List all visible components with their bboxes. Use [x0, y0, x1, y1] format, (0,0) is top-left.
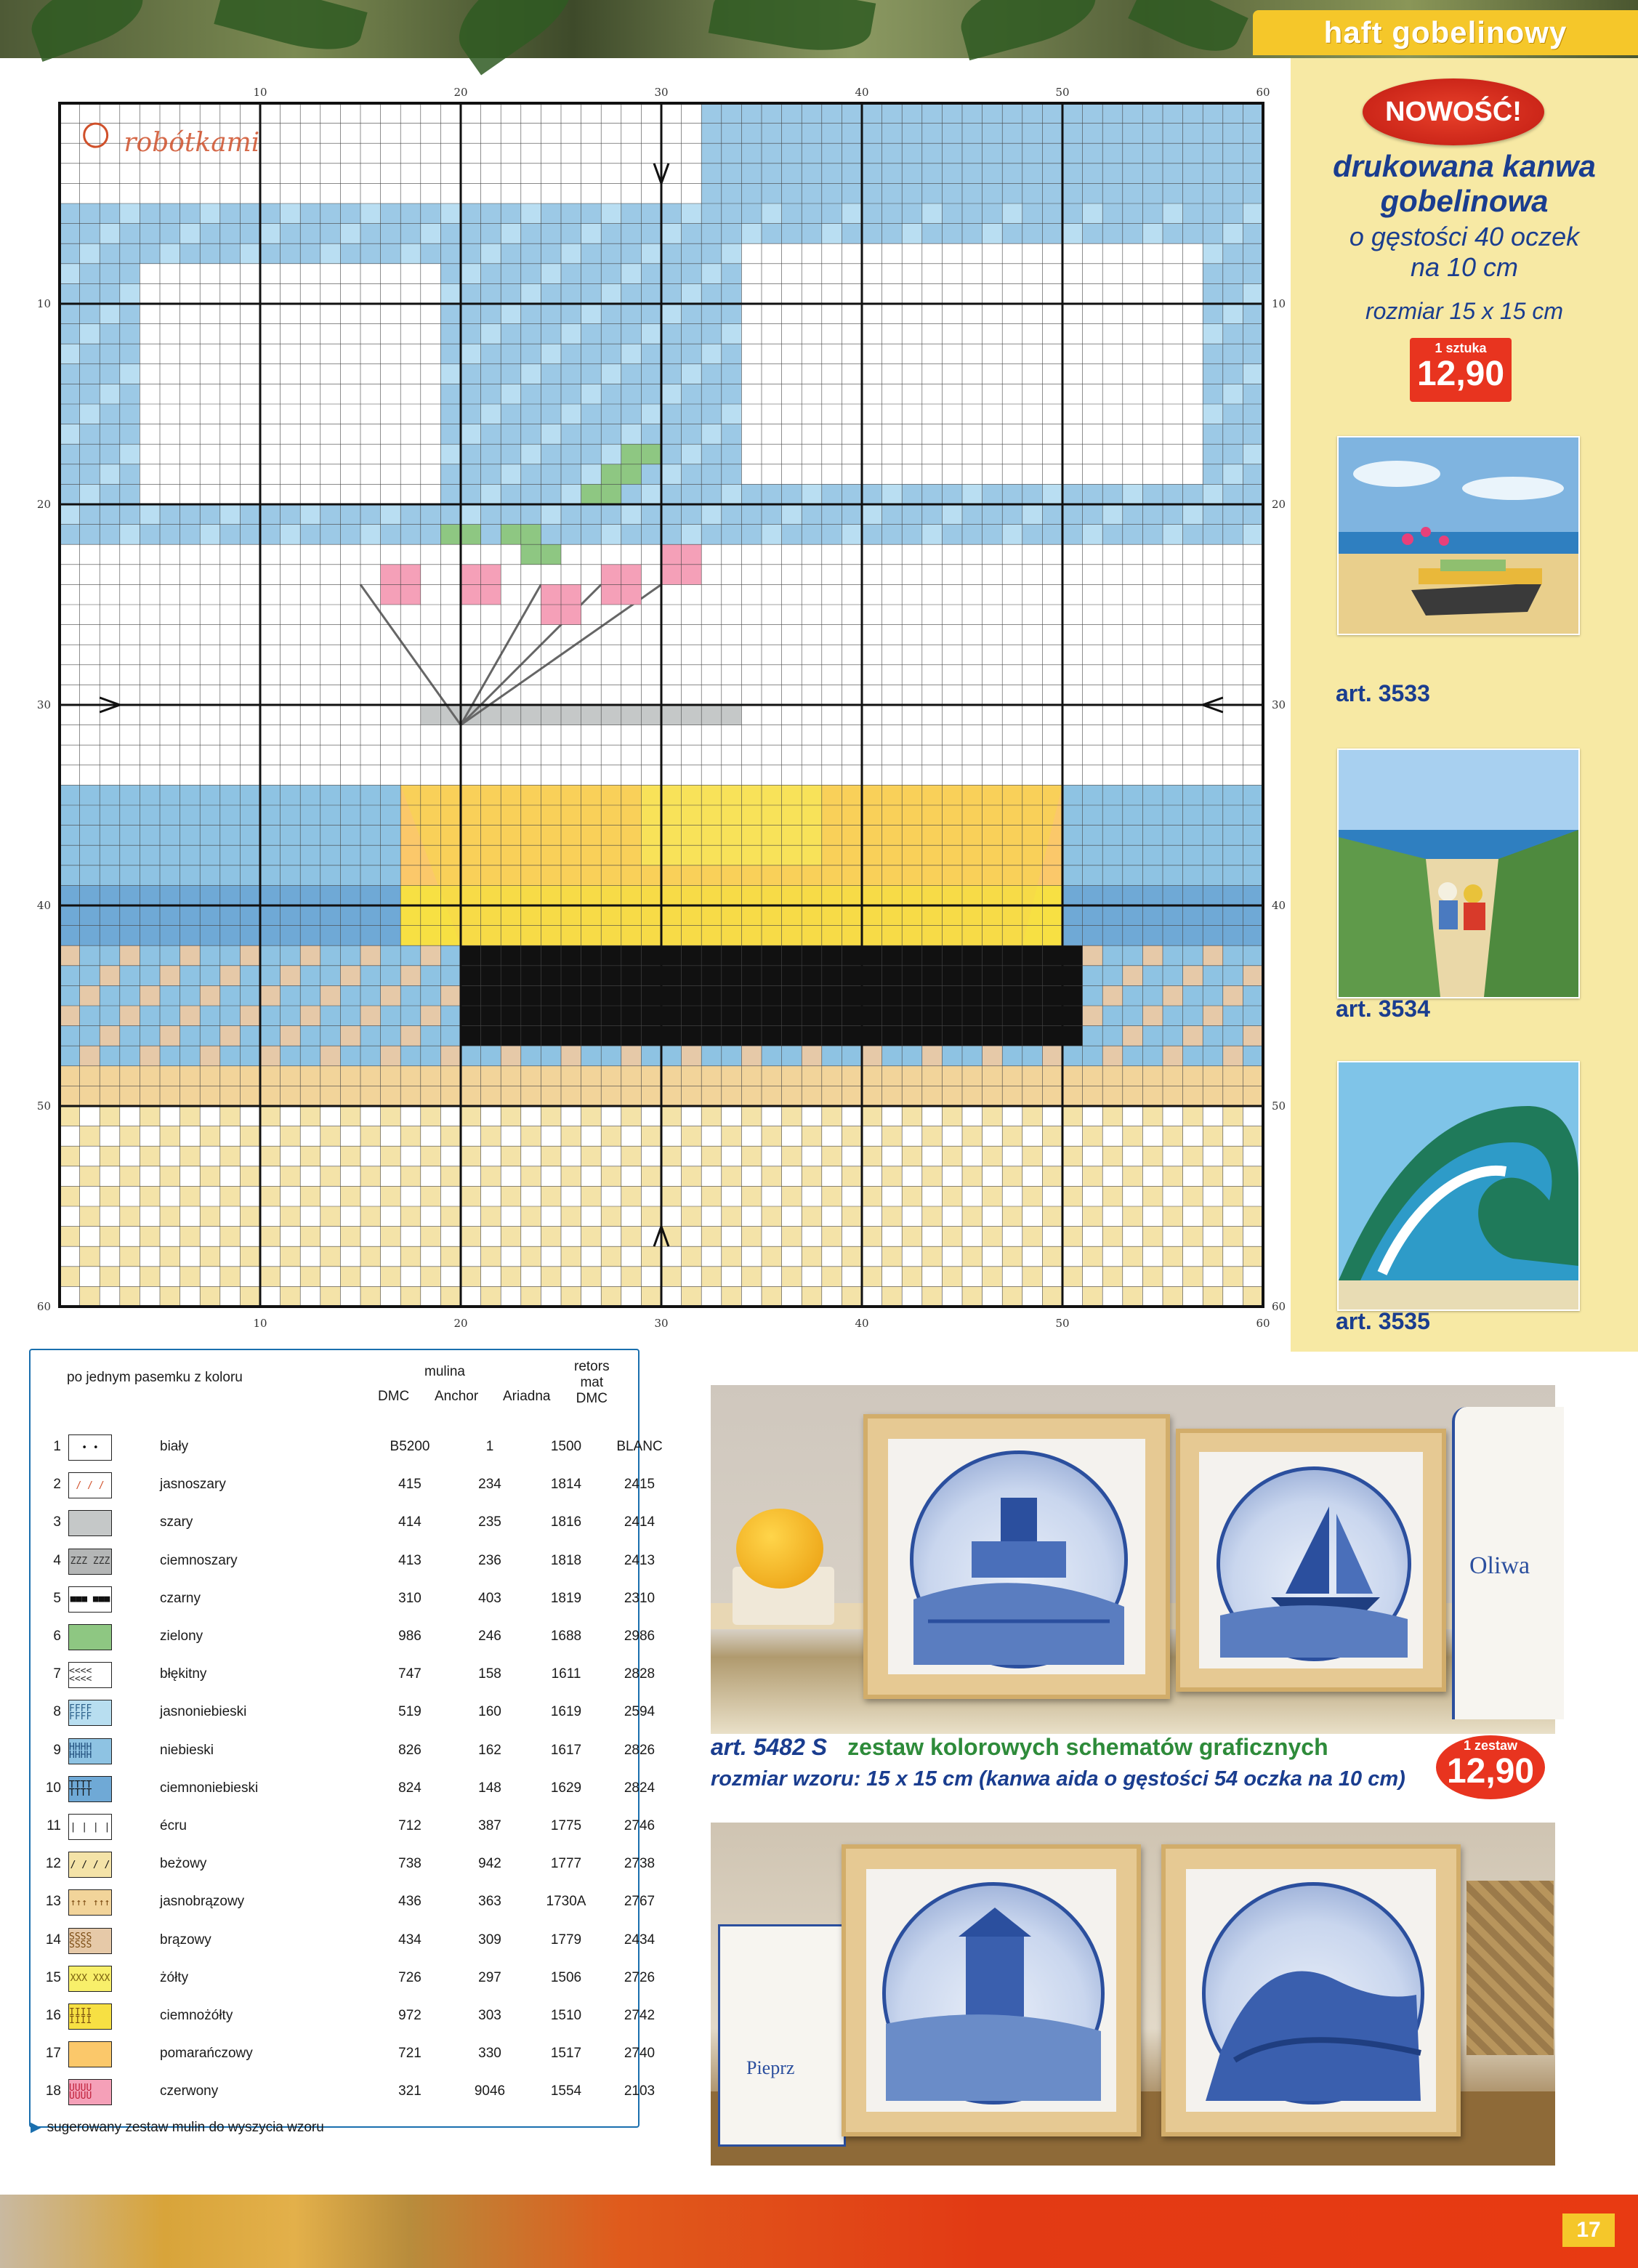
ariadna-code: 1510	[550, 2008, 582, 2023]
legend-row	[42, 1504, 655, 1541]
promo-desc-line2: na 10 cm	[1410, 252, 1519, 282]
promo-description	[1301, 222, 1628, 283]
dmc-code: 726	[398, 1969, 421, 1985]
color-name: jasnoniebieski	[160, 1704, 247, 1720]
section-title: haft gobelinowy	[1253, 10, 1638, 55]
tick-left: 20	[36, 498, 51, 511]
price-tag-set	[1436, 1735, 1545, 1799]
retors-code: BLANC	[616, 1439, 663, 1454]
legend-group-header: mulina	[424, 1364, 465, 1379]
article-label-3535: art. 3535	[1336, 1308, 1430, 1334]
retors-code: 2415	[624, 1477, 655, 1493]
legend-row	[42, 1543, 655, 1579]
dmc-code: 712	[398, 1818, 421, 1833]
legend-row	[42, 1429, 663, 1465]
legend-row	[42, 2035, 655, 2072]
ariadna-code: 1775	[550, 1818, 582, 1833]
color-name: beżowy	[160, 1856, 207, 1872]
color-name: biały	[160, 1439, 189, 1454]
watermark: robótkami	[124, 128, 260, 158]
retors-code: 2824	[624, 1780, 655, 1796]
color-name: brązowy	[160, 1932, 211, 1948]
legend-number: 8	[53, 1704, 61, 1720]
tick-right: 60	[1272, 1300, 1286, 1313]
ariadna-code: 1619	[550, 1704, 582, 1720]
color-swatch: • •	[68, 1434, 112, 1461]
legend-row	[42, 1618, 655, 1655]
retors-code: 2828	[624, 1666, 655, 1682]
tick-bottom: 50	[1055, 1317, 1070, 1330]
color-swatch: ↑↑↑ ↑↑↑	[68, 1889, 112, 1916]
retors-code: 2826	[624, 1742, 655, 1758]
anchor-code: 297	[478, 1969, 501, 1985]
dmc-code: 415	[398, 1477, 421, 1493]
tick-left: 10	[36, 297, 51, 310]
color-swatch: XXX XXX	[68, 1966, 112, 1992]
dmc-code: 519	[398, 1704, 421, 1720]
anchor-code: 158	[478, 1666, 501, 1682]
promo-size: rozmiar 15 x 15 cm	[1365, 298, 1564, 324]
retors-code: 2594	[624, 1704, 655, 1720]
legend-number: 9	[53, 1742, 61, 1758]
wicker-basket	[1466, 1881, 1554, 2055]
color-swatch: ■■■ ■■■	[68, 1586, 112, 1613]
legend-row	[42, 1581, 655, 1617]
anchor-code: 236	[478, 1552, 501, 1568]
tick-left: 30	[36, 698, 51, 711]
bottom-decor-strip	[0, 2195, 1638, 2268]
anchor-code: 148	[478, 1780, 501, 1796]
product-title	[711, 1734, 1437, 1761]
tick-bottom: 60	[1256, 1317, 1270, 1330]
color-name: niebieski	[160, 1742, 214, 1758]
tick-left: 50	[36, 1099, 51, 1113]
legend-number: 1	[53, 1439, 61, 1454]
legend-row	[42, 1884, 655, 1920]
picture-frame-dunes	[1161, 1844, 1461, 2136]
legend-row	[42, 1922, 655, 1958]
ariadna-code: 1554	[550, 2083, 582, 2099]
dmc-code: 721	[398, 2046, 421, 2062]
color-name: ciemnoniebieski	[160, 1780, 259, 1796]
legend-number: 15	[45, 1969, 61, 1985]
color-name: ciemnożółty	[160, 2008, 233, 2023]
color-name: czerwony	[160, 2083, 219, 2099]
retors-code: 2740	[624, 2046, 655, 2062]
color-swatch: / / /	[68, 1472, 112, 1498]
color-name: écru	[160, 1818, 187, 1833]
color-swatch	[68, 2041, 112, 2067]
tick-top: 60	[1256, 86, 1270, 99]
dmc-code: 824	[398, 1780, 421, 1796]
color-swatch: ZZZ ZZZ	[68, 1549, 112, 1575]
promo-title: drukowana kanwa gobelinowa	[1333, 149, 1596, 218]
price-label: 1 sztuka	[1435, 341, 1487, 355]
price-value: 12,90	[1416, 355, 1505, 393]
legend-number: 2	[53, 1477, 61, 1493]
dmc-code: 321	[398, 2083, 421, 2099]
tick-left: 40	[36, 899, 51, 912]
new-badge: NOWOŚĆ!	[1363, 78, 1544, 145]
retors-code: 2767	[624, 1894, 655, 1910]
legend-row	[42, 1846, 655, 1882]
anchor-code: 160	[478, 1704, 501, 1720]
retors-code: 2986	[624, 1629, 655, 1644]
dmc-code: 826	[398, 1742, 421, 1758]
retors-code: 2310	[624, 1590, 655, 1606]
color-name: błękitny	[160, 1666, 207, 1682]
anchor-code: 363	[478, 1894, 501, 1910]
color-name: szary	[160, 1514, 193, 1530]
tick-top: 50	[1055, 86, 1070, 99]
promo-desc-line1: o gęstości 40 oczek	[1349, 222, 1580, 251]
ariadna-code: 1816	[550, 1514, 582, 1530]
dmc-code: 738	[398, 1856, 421, 1872]
ariadna-code: 1500	[550, 1439, 582, 1454]
ariadna-code: 1688	[550, 1629, 582, 1644]
price-set-value: 12,90	[1446, 1752, 1535, 1791]
legend-row	[42, 1732, 655, 1769]
legend-number: 4	[53, 1552, 61, 1568]
tick-top: 40	[855, 86, 869, 99]
legend-number: 16	[45, 2008, 61, 2023]
product-size: rozmiar wzoru: 15 x 15 cm (kanwa aida o gęstości 54 oczka na 10 cm)	[711, 1767, 1405, 1791]
ariadna-code: 1814	[550, 1477, 582, 1493]
retors-code: 2414	[624, 1514, 655, 1530]
ariadna-code: 1777	[550, 1856, 582, 1872]
color-name: pomarańczowy	[160, 2046, 253, 2062]
product-article: art. 5482 S	[711, 1734, 828, 1760]
dmc-code: 986	[398, 1629, 421, 1644]
tick-right: 30	[1272, 698, 1286, 711]
product-thumbnail-boat[interactable]	[1337, 436, 1580, 635]
color-name: ciemnoszary	[160, 1552, 238, 1568]
color-swatch: / / / /	[68, 1852, 112, 1878]
oil-jar: Oliwa	[1452, 1407, 1564, 1719]
legend-retors-header: retors mat DMC	[574, 1359, 610, 1406]
anchor-code: 1	[485, 1439, 494, 1454]
legend-number: 3	[53, 1514, 61, 1530]
col-header-dmc: DMC	[378, 1389, 410, 1404]
tick-right: 40	[1272, 899, 1286, 912]
dmc-code: 747	[398, 1666, 421, 1682]
color-swatch: UUUU UUUU	[68, 2079, 112, 2105]
ariadna-code: 1779	[550, 1932, 582, 1948]
color-swatch: IIII IIII	[68, 2003, 112, 2030]
ariadna-code: 1819	[550, 1590, 582, 1606]
ariadna-code: 1617	[550, 1742, 582, 1758]
ariadna-code: 1730A	[546, 1894, 586, 1910]
color-swatch: <<<< <<<<	[68, 1662, 112, 1688]
product-name: zestaw kolorowych schematów graficznych	[847, 1734, 1328, 1760]
retors-code: 2434	[624, 1932, 655, 1948]
orange-fruit	[736, 1509, 823, 1589]
product-photo-bottom	[711, 1823, 1555, 2166]
color-name: żółty	[160, 1969, 189, 1985]
ariadna-code: 1517	[550, 2046, 582, 2062]
legend-row	[42, 1656, 655, 1692]
legend-number: 7	[53, 1666, 61, 1682]
ariadna-code: 1506	[550, 1969, 582, 1985]
product-photo-top	[711, 1385, 1555, 1734]
legend-number: 12	[45, 1856, 61, 1872]
legend-row	[42, 2073, 655, 2110]
anchor-code: 309	[478, 1932, 501, 1948]
bullet-triangle-icon: ▶	[31, 2120, 41, 2135]
ariadna-code: 1611	[551, 1666, 581, 1682]
legend-row	[42, 1694, 655, 1730]
dmc-code: 434	[398, 1932, 421, 1948]
picture-frame-sailboat	[1176, 1429, 1446, 1692]
cross-stitch-chart	[22, 73, 1301, 1330]
price-tag-canvas	[1410, 338, 1512, 402]
color-name: jasnoszary	[160, 1477, 226, 1493]
anchor-code: 942	[478, 1856, 501, 1872]
color-swatch	[68, 1624, 112, 1650]
tick-bottom: 10	[253, 1317, 267, 1330]
color-swatch: TTTT TTTT	[68, 1776, 112, 1802]
color-swatch: HHHH HHHH	[68, 1738, 112, 1764]
color-swatch: SSSS SSSS	[68, 1928, 112, 1954]
picture-frame-lighthouse	[863, 1414, 1170, 1699]
col-header-ariadna: Ariadna	[503, 1389, 551, 1404]
tick-bottom: 30	[654, 1317, 669, 1330]
price-set-label: 1 zestaw	[1463, 1738, 1518, 1753]
dmc-code: B5200	[390, 1439, 430, 1454]
anchor-code: 303	[478, 2008, 501, 2023]
pepper-jar: Pieprz	[718, 1924, 846, 2147]
dmc-code: 310	[398, 1590, 421, 1606]
retors-code: 2742	[624, 2008, 655, 2023]
legend-number: 17	[45, 2046, 61, 2062]
product-thumbnail-wave[interactable]	[1337, 1061, 1580, 1311]
tick-left: 60	[36, 1300, 51, 1313]
anchor-code: 9046	[474, 2083, 506, 2099]
legend-footnote: ▶ sugerowany zestaw mulin do wyszycia wzoru	[31, 2120, 324, 2135]
retors-code: 2413	[624, 1552, 655, 1568]
legend-row	[42, 1808, 655, 1844]
color-name: czarny	[160, 1590, 201, 1606]
anchor-code: 246	[478, 1629, 501, 1644]
legend-intro: po jednym pasemku z koloru	[67, 1370, 243, 1385]
legend-number: 13	[45, 1894, 61, 1910]
tick-bottom: 20	[453, 1317, 468, 1330]
article-label-3534: art. 3534	[1336, 996, 1430, 1022]
legend-number: 5	[53, 1590, 61, 1606]
color-swatch: | | | |	[68, 1814, 112, 1840]
product-thumbnail-dunes[interactable]	[1337, 748, 1580, 998]
picture-frame-houses	[842, 1844, 1141, 2136]
anchor-code: 234	[478, 1477, 501, 1493]
page-number: 17	[1562, 2213, 1615, 2247]
color-name: zielony	[160, 1629, 203, 1644]
anchor-code: 387	[478, 1818, 501, 1833]
dmc-code: 413	[398, 1552, 421, 1568]
legend-number: 6	[53, 1629, 61, 1644]
article-label-3533: art. 3533	[1336, 680, 1430, 706]
tick-bottom: 40	[855, 1317, 869, 1330]
legend-row	[42, 1998, 655, 2034]
legend-number: 11	[47, 1818, 61, 1833]
legend-number: 18	[45, 2083, 61, 2099]
color-swatch: FFFF FFFF	[68, 1700, 112, 1726]
tick-top: 10	[253, 86, 267, 99]
tick-top: 30	[654, 86, 669, 99]
tick-right: 10	[1272, 297, 1286, 310]
retors-code: 2746	[624, 1818, 655, 1833]
ariadna-code: 1629	[550, 1780, 582, 1796]
retors-code: 2103	[624, 2083, 655, 2099]
legend-row	[42, 1770, 655, 1807]
dmc-code: 436	[398, 1894, 421, 1910]
anchor-code: 162	[478, 1742, 501, 1758]
dmc-code: 972	[398, 2008, 421, 2023]
legend-number: 14	[45, 1932, 61, 1948]
legend-row	[42, 1466, 655, 1503]
tick-right: 20	[1272, 498, 1286, 511]
anchor-code: 330	[478, 2046, 501, 2062]
dmc-code: 414	[398, 1514, 421, 1530]
ariadna-code: 1818	[550, 1552, 582, 1568]
cross-stitch-grid	[22, 73, 1301, 1330]
tick-top: 20	[453, 86, 468, 99]
color-name: jasnobrązowy	[160, 1894, 245, 1910]
legend-row	[42, 1960, 655, 1996]
tick-right: 50	[1272, 1099, 1286, 1113]
anchor-code: 235	[478, 1514, 501, 1530]
anchor-code: 403	[478, 1590, 501, 1606]
color-swatch	[68, 1510, 112, 1536]
col-header-anchor: Anchor	[435, 1389, 479, 1404]
legend-number: 10	[45, 1780, 61, 1796]
retors-code: 2726	[624, 1969, 655, 1985]
retors-code: 2738	[624, 1856, 655, 1872]
